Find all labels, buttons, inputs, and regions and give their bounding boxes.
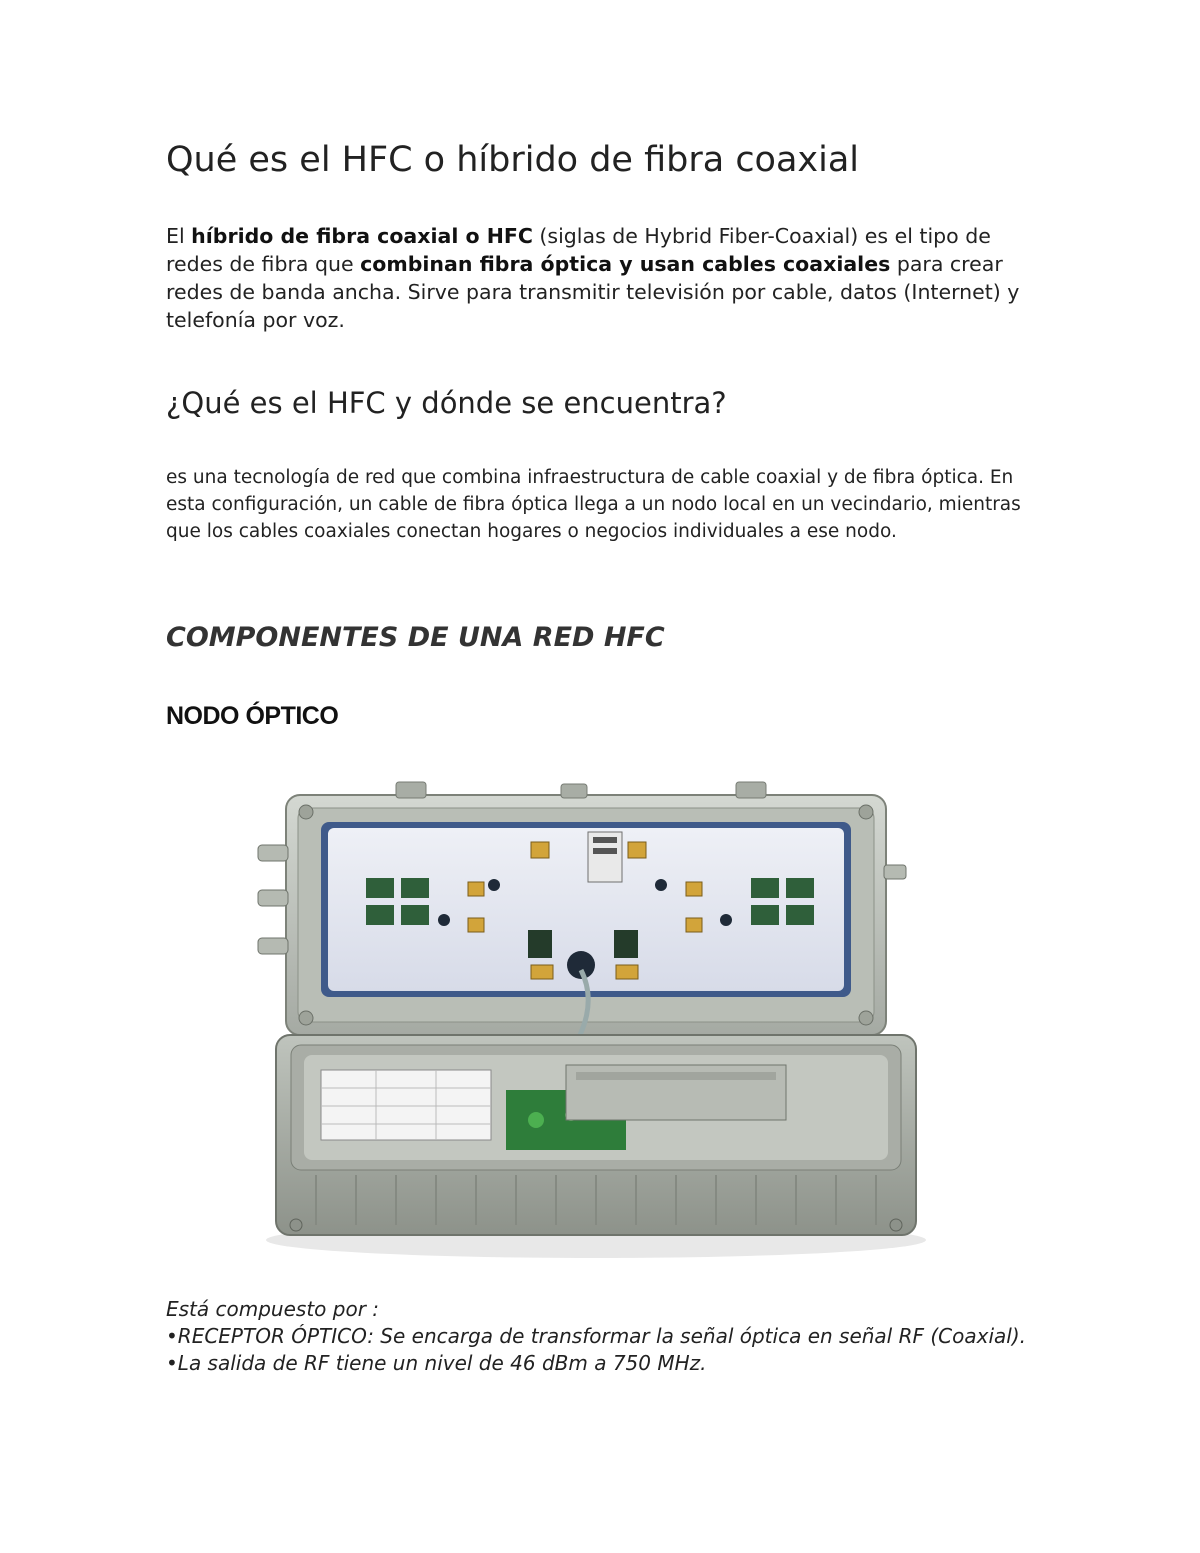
optical-node-photo xyxy=(236,770,956,1260)
intro-bold-2: combinan fibra óptica y usan cables coaxiales xyxy=(360,252,891,276)
intro-text-3: para crear redes de banda ancha. Sirve para transmitir televisión por cable, datos (Internet) y telefonía por voz. xyxy=(166,252,1020,332)
intro-bold-1: híbrido de fibra coaxial o HFC xyxy=(191,224,533,248)
intro-paragraph xyxy=(166,222,1046,334)
intro-text-1: El xyxy=(166,224,192,248)
composition-intro: Está compuesto por : xyxy=(166,1297,380,1321)
section-body-hfc: es una tecnología de red que combina infraestructura de cable coaxial y de fibra óptica. En esta configuración, un cable de fibra óptica llega a un nodo local en un vecindario, mientras que los cables coaxiales conectan hogares o negocios individuales a ese nodo. xyxy=(166,467,1021,542)
intro-text-2: (siglas de Hybrid Fiber-Coaxial) es el tipo de redes de fibra que xyxy=(166,224,991,276)
section-heading-hfc: ¿Qué es el HFC y dónde se encuentra? xyxy=(166,386,727,420)
composition-item-rf-output: •La salida de RF tiene un nivel de 46 dBm a 750 MHz. xyxy=(166,1351,707,1375)
composition-item-receptor: •RECEPTOR ÓPTICO: Se encarga de transformar la señal óptica en señal RF (Coaxial). xyxy=(166,1324,1026,1348)
composition-list xyxy=(166,1296,1046,1377)
document-title: Qué es el HFC o híbrido de fibra coaxial xyxy=(166,140,860,180)
subheading-optical-node: NODO ÓPTICO xyxy=(166,702,339,730)
optical-node-illustration xyxy=(236,770,956,1260)
section-heading-components: COMPONENTES DE UNA RED HFC xyxy=(166,622,665,653)
